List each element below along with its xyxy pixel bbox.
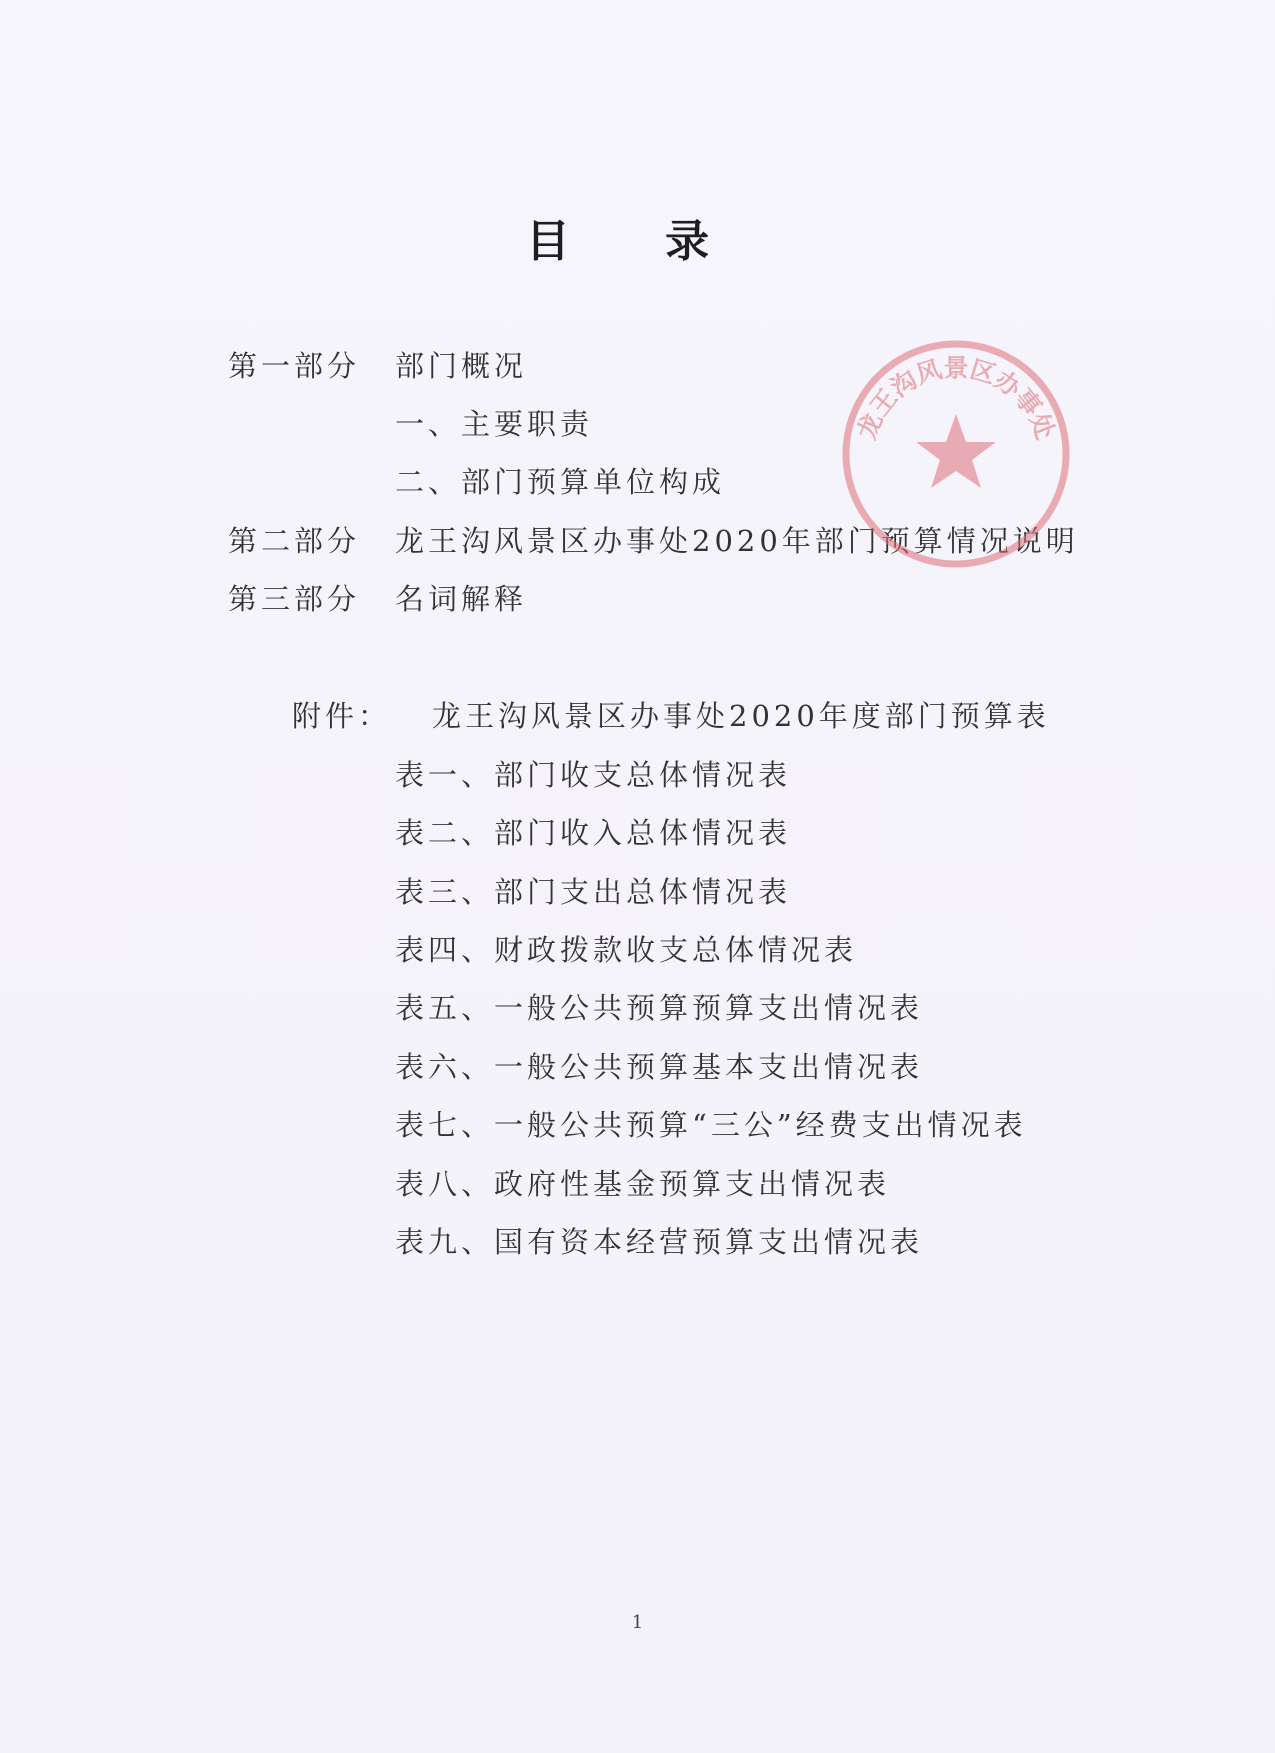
- page-title: 目 录: [525, 216, 750, 267]
- attachment-label: 附件：: [292, 699, 392, 733]
- part-1-text: 部门概况: [395, 349, 528, 383]
- part-2-text: 龙王沟风景区办事处2020年部门预算情况说明: [395, 524, 1079, 558]
- seal-text: 龙王沟风景区办事处: [851, 353, 1061, 444]
- attachment-text: 龙王沟风景区办事处2020年度部门预算表: [432, 699, 1050, 733]
- part-3-text: 名词解释: [395, 582, 528, 616]
- table-item-text: 表八、政府性基金预算支出情况表: [395, 1167, 891, 1201]
- table-item-text: 表五、一般公共预算预算支出情况表: [395, 991, 924, 1025]
- part-2-label: 第二部分: [228, 524, 361, 558]
- page-number: 1: [631, 1612, 644, 1633]
- table-item-text: 表四、财政拨款收支总体情况表: [395, 933, 858, 967]
- official-seal: [838, 336, 1074, 572]
- subitem-text: 二、部门预算单位构成: [395, 465, 726, 499]
- table-item-text: 表七、一般公共预算“三公”经费支出情况表: [395, 1108, 1027, 1142]
- table-item-text: 表六、一般公共预算基本支出情况表: [395, 1050, 924, 1084]
- star-icon: [916, 414, 996, 488]
- subitem-text: 一、主要职责: [395, 407, 594, 441]
- table-item-text: 表三、部门支出总体情况表: [395, 875, 792, 909]
- part-1-label: 第一部分: [228, 349, 361, 383]
- part-3-label: 第三部分: [228, 582, 361, 616]
- table-item-text: 表一、部门收支总体情况表: [395, 758, 792, 792]
- table-item-text: 表二、部门收入总体情况表: [395, 816, 792, 850]
- table-item-text: 表九、国有资本经营预算支出情况表: [395, 1225, 924, 1259]
